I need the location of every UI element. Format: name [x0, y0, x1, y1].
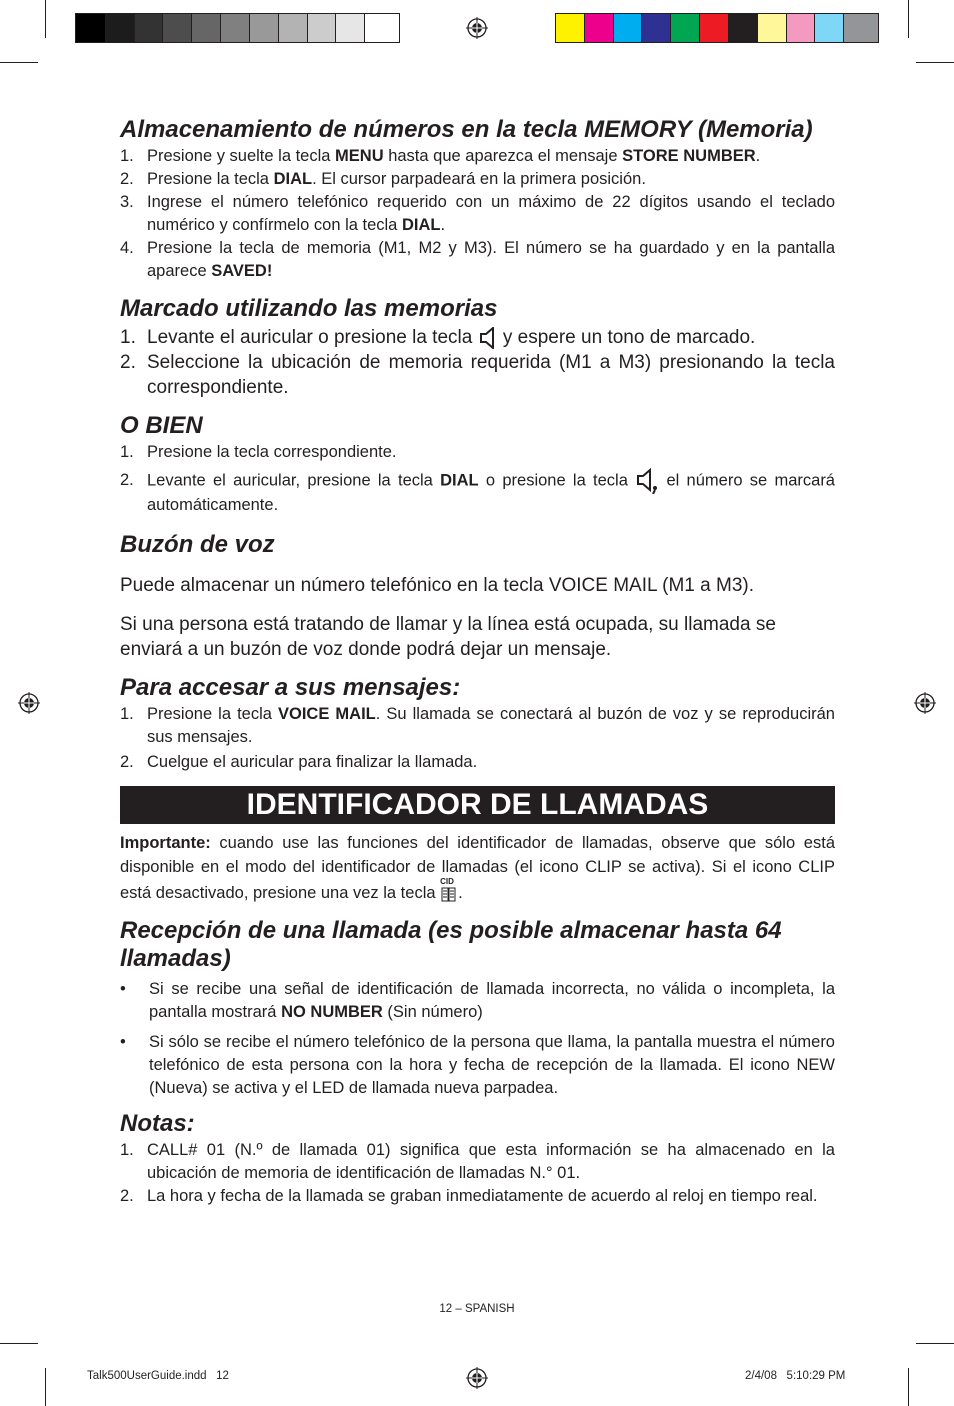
item-text: Presione la tecla correspondiente. [147, 443, 397, 461]
item-text: . [755, 147, 761, 165]
list-item [120, 350, 835, 400]
item-text: (Sin número) [382, 1003, 483, 1021]
swatch [221, 14, 250, 42]
list-item [120, 168, 835, 191]
swatch [614, 14, 643, 42]
page-number: 12 – SPANISH [439, 1303, 515, 1315]
item-text: . [440, 216, 446, 234]
list-item [120, 237, 835, 283]
item-key: STORE NUMBER [622, 147, 756, 165]
swatch [250, 14, 279, 42]
important-text: . [458, 884, 463, 902]
crop-mark [45, 1368, 46, 1406]
item-key: VOICE MAIL [278, 705, 376, 723]
page-content [120, 116, 835, 1208]
swatch [671, 14, 700, 42]
cid-label: CID [440, 877, 454, 886]
important-note [120, 831, 835, 905]
crop-mark [908, 0, 909, 38]
message-steps [120, 703, 835, 774]
list-item [120, 468, 835, 517]
item-number: 1. [120, 147, 134, 165]
registration-mark-icon [18, 692, 40, 714]
crop-mark [908, 1368, 909, 1406]
swatch [336, 14, 365, 42]
swatch [135, 14, 164, 42]
item-text: Si se recibe una señal de identificación de llamada incorrecta, no válida o incompleta, la pantalla mostrará [149, 980, 835, 1021]
memory-steps [120, 145, 835, 283]
list-item [120, 1185, 835, 1208]
item-number: 1. [120, 327, 136, 348]
item-text: . Su llamada se conectará al buzón de voz y se reproducirán sus mensajes. [147, 705, 835, 746]
item-key: NO NUMBER [281, 1003, 383, 1021]
swatch [308, 14, 337, 42]
item-key: MENU [335, 147, 384, 165]
item-text: Seleccione la ubicación de memoria requerida (M1 a M3) presionando la tecla correspondiente. [147, 352, 835, 398]
item-text: . El cursor parpadeará en la primera posición. [312, 170, 646, 188]
item-text: Presione la tecla [147, 705, 278, 723]
item-number: 2. [120, 352, 136, 373]
item-number: 3. [120, 193, 134, 211]
section-title-access-messages: Para accesar a sus mensajes: [120, 674, 461, 701]
registration-mark-icon [914, 692, 936, 714]
dialing-steps [120, 325, 835, 400]
swatch [729, 14, 758, 42]
footer-timestamp: 2/4/08 5:10:29 PM [745, 1370, 846, 1382]
item-key: DIAL [273, 170, 313, 188]
section-title-notes: Notas: [120, 1110, 195, 1137]
crop-mark [45, 0, 46, 38]
crop-mark [0, 1343, 38, 1344]
swatch [76, 14, 106, 42]
important-label: Importante: [120, 834, 211, 852]
list-item [120, 1139, 835, 1185]
item-text: Cuelgue el auricular para finalizar la llamada. [147, 753, 478, 771]
or-steps [120, 441, 835, 517]
item-text: Presione la tecla de memoria (M1, M2 y M3). El número se ha guardado y en la pantalla aparece [147, 239, 835, 280]
item-text: o presione la tecla [478, 471, 636, 490]
list-item [120, 1031, 835, 1100]
item-number: 1. [120, 443, 134, 461]
item-number: 2. [120, 1187, 134, 1205]
list-item [120, 441, 835, 464]
important-text: cuando use las funciones del identificador de llamadas, observe que sólo está disponible en el modo del identificador de llamadas (el icono CLIP se activa). Si el icono CLIP está desactivado, presione una vez la tecla [120, 834, 835, 902]
list-item [120, 751, 835, 774]
speaker-icon [635, 468, 659, 494]
registration-mark-icon [466, 17, 488, 39]
list-item [120, 978, 835, 1024]
swatch [192, 14, 221, 42]
cid-key-icon [440, 879, 458, 905]
list-item [120, 703, 835, 749]
item-text: Presione la tecla [147, 170, 274, 188]
footer-filename: Talk500UserGuide.indd 12 [87, 1370, 229, 1382]
list-item [120, 191, 835, 237]
item-text: el número se marcará automáticamente. [147, 471, 835, 514]
item-text: CALL# 01 (N.º de llamada 01) significa que esta información se ha almacenado en la ubicación de memoria de identificación de llamadas N.° 01. [147, 1141, 835, 1182]
item-text: Levante el auricular o presione la tecla [147, 327, 478, 348]
section-title-dialing: Marcado utilizando las memorias [120, 295, 498, 322]
swatch [758, 14, 787, 42]
item-key: DIAL [440, 471, 479, 490]
registration-mark-icon [466, 1367, 488, 1389]
crop-mark [916, 1343, 954, 1344]
swatch [279, 14, 308, 42]
crop-mark [916, 62, 954, 63]
process-color-bar [555, 13, 879, 43]
swatch [556, 14, 585, 42]
item-number: 2. [120, 471, 134, 490]
swatch [642, 14, 671, 42]
item-key: SAVED! [211, 262, 273, 280]
voicemail-paragraph: Puede almacenar un número telefónico en la tecla VOICE MAIL (M1 a M3). [120, 575, 754, 596]
item-number: 2. [120, 753, 134, 771]
item-number: 1. [120, 705, 134, 723]
item-text: Si sólo se recibe el número telefónico de la persona que llama, la pantalla muestra el número telefónico de esta persona con la hora y fecha de recepción de la llamada. El icono NEW (Nueva) se activa y el LED de llamada nueva parpadea. [149, 1033, 835, 1097]
swatch [700, 14, 729, 42]
list-item [120, 325, 835, 350]
item-text: y espere un tono de marcado. [497, 327, 756, 348]
swatch [787, 14, 816, 42]
item-number: 4. [120, 239, 134, 257]
swatch [815, 14, 844, 42]
item-text: Ingrese el número telefónico requerido con un máximo de 22 dígitos usando el teclado numérico y confírmelo con la tecla [147, 193, 835, 234]
crop-mark [0, 62, 38, 63]
swatch [163, 14, 192, 42]
notes-list [120, 1139, 835, 1208]
speaker-icon [478, 327, 498, 349]
item-text: Levante el auricular, presione la tecla [147, 471, 441, 490]
swatch [365, 14, 399, 42]
receiving-bullets [120, 978, 835, 1100]
item-text: Presione y suelte la tecla [147, 147, 336, 165]
bullet: • [120, 1033, 126, 1051]
bullet: • [120, 980, 126, 998]
grayscale-bar [75, 13, 400, 43]
section-title-memory: Almacenamiento de números en la tecla MEMORY (Memoria) [120, 116, 813, 143]
section-title-receiving: Recepción de una llamada (es posible almacenar hasta 64 llamadas) [120, 917, 782, 972]
swatch [106, 14, 135, 42]
item-text: La hora y fecha de la llamada se graban inmediatamente de acuerdo al reloj en tiempo real. [147, 1187, 818, 1205]
section-title-or: O BIEN [120, 412, 203, 439]
swatch [585, 14, 614, 42]
section-title-voicemail: Buzón de voz [120, 531, 275, 558]
item-text: hasta que aparezca el mensaje [383, 147, 623, 165]
item-number: 1. [120, 1141, 134, 1159]
voicemail-paragraph: Si una persona está tratando de llamar y la línea está ocupada, su llamada se enviará a un buzón de voz donde podrá dejar un mensaje. [120, 614, 776, 660]
swatch [844, 14, 878, 42]
item-key: DIAL [401, 216, 441, 234]
item-number: 2. [120, 170, 134, 188]
section-banner: IDENTIFICADOR DE LLAMADAS [120, 786, 835, 824]
list-item [120, 145, 835, 168]
